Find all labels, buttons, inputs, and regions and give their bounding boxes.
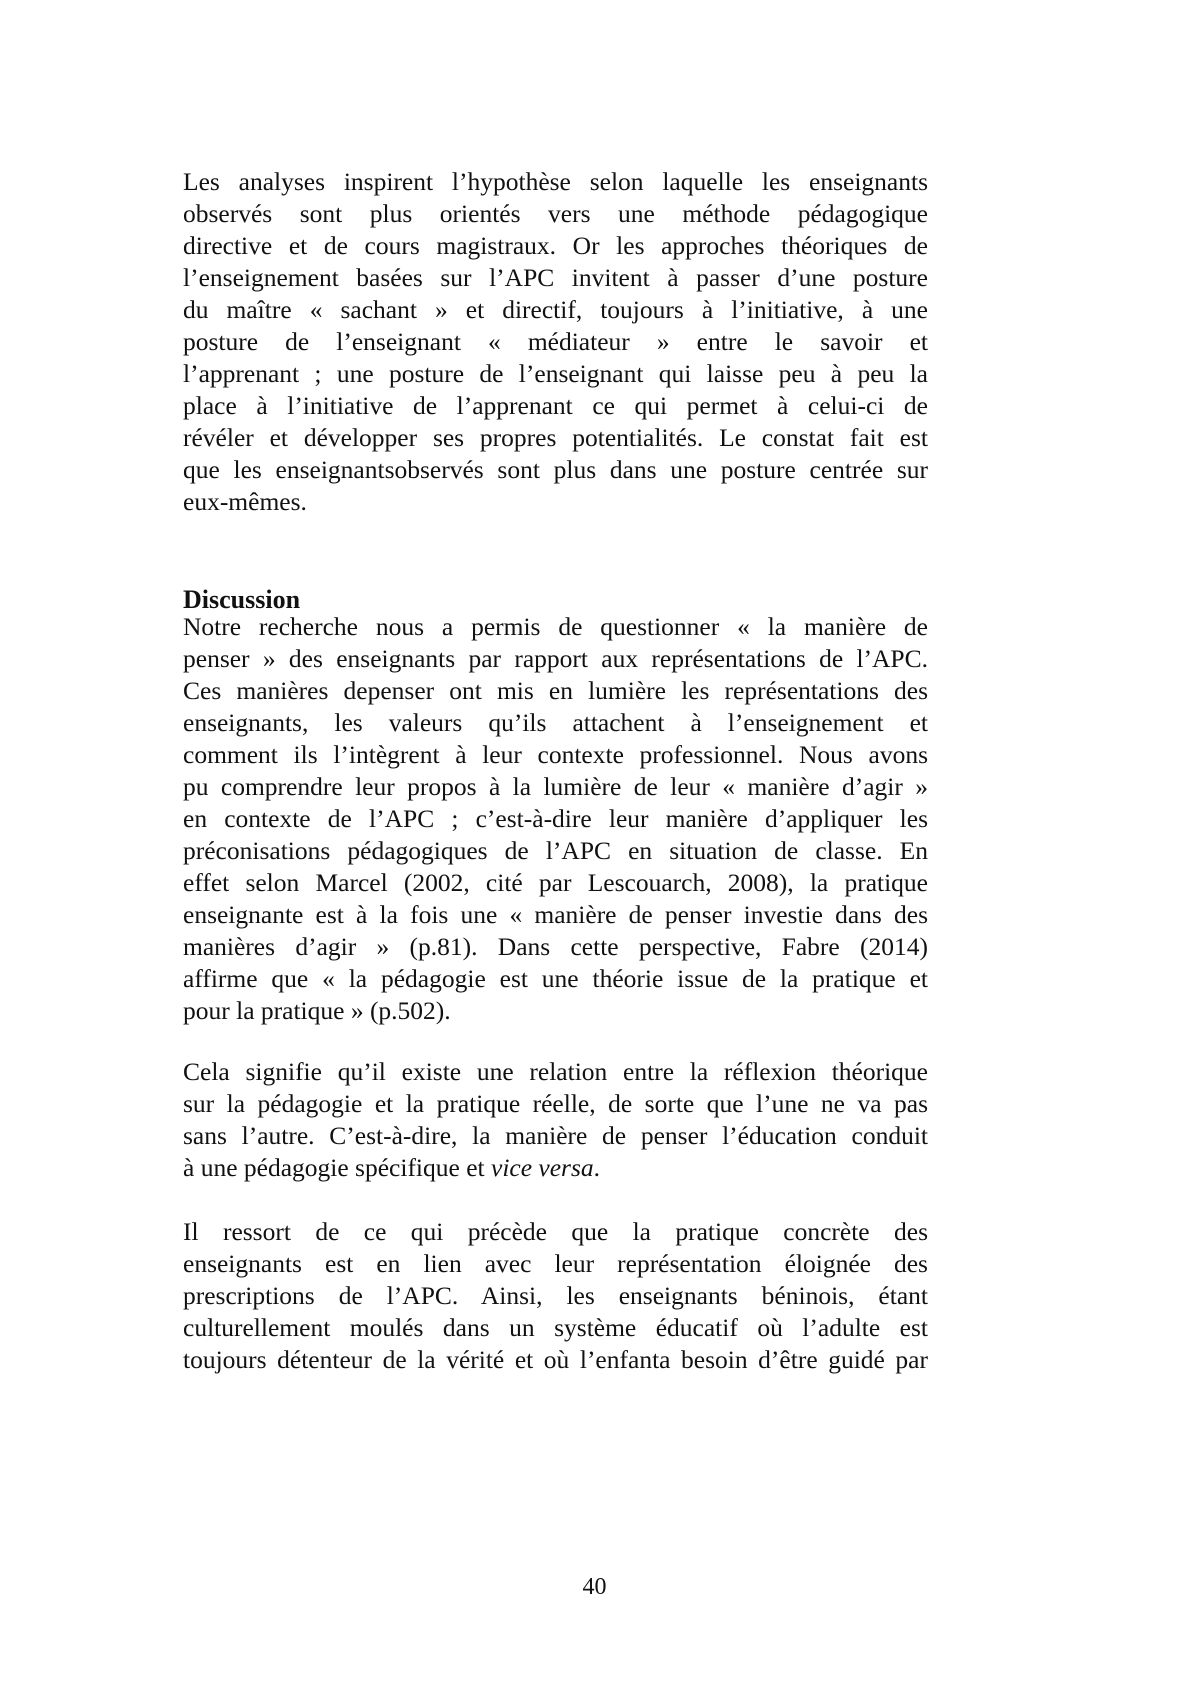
paragraph-relation	[183, 1056, 928, 1184]
text-line: directive et de cours magistraux. Or les approches théoriques de	[183, 231, 928, 260]
text-line: pu comprendre leur propos à la lumière de leur « manière d’agir »	[183, 772, 928, 801]
text-line: Les analyses inspirent l’hypothèse selon laquelle les enseignants	[183, 167, 928, 196]
text-run: à une pédagogie spécifique et	[183, 1153, 491, 1182]
text-line: effet selon Marcel (2002, cité par Lescouarch, 2008), la pratique	[183, 868, 928, 897]
text-line: que les enseignantsobservés sont plus dans une posture centrée sur	[183, 455, 928, 484]
text-line: en contexte de l’APC ; c’est-à-dire leur manière d’appliquer les	[183, 804, 928, 833]
text-line: observés sont plus orientés vers une méthode pédagogique	[183, 199, 928, 228]
page-number: 40	[582, 1574, 607, 1600]
text-line: culturellement moulés dans un système éducatif où l’adulte est	[183, 1313, 928, 1342]
text-line: révéler et développer ses propres potentialités. Le constat fait est	[183, 423, 928, 452]
paragraph-analyses	[183, 166, 928, 518]
text-line: toujours détenteur de la vérité et où l’enfanta besoin d’être guidé par	[183, 1345, 928, 1374]
section-heading-discussion: Discussion	[183, 585, 301, 614]
text-line: du maître « sachant » et directif, toujours à l’initiative, à une	[183, 295, 928, 324]
text-line: Cela signifie qu’il existe une relation entre la réflexion théorique	[183, 1057, 928, 1086]
paragraph-ressort	[183, 1216, 928, 1376]
text-line: enseignants est en lien avec leur représentation éloignée des	[183, 1249, 928, 1278]
text-line: Il ressort de ce qui précède que la pratique concrète des	[183, 1217, 928, 1246]
text-line: comment ils l’intègrent à leur contexte professionnel. Nous avons	[183, 740, 928, 769]
text-line: Notre recherche nous a permis de questionner « la manière de	[183, 612, 928, 641]
text-line: eux-mêmes.	[183, 487, 307, 516]
italic-text-vice-versa: vice versa	[491, 1153, 594, 1182]
text-line: l’enseignement basées sur l’APC invitent à passer d’une posture	[183, 263, 928, 292]
paragraph-recherche	[183, 611, 928, 1027]
text-line: posture de l’enseignant « médiateur » entre le savoir et	[183, 327, 928, 356]
text-line: prescriptions de l’APC. Ainsi, les enseignants béninois, étant	[183, 1281, 928, 1310]
text-line: préconisations pédagogiques de l’APC en situation de classe. En	[183, 836, 928, 865]
text-line	[183, 1152, 928, 1184]
text-line: sans l’autre. C’est-à-dire, la manière de penser l’éducation conduit	[183, 1121, 928, 1150]
text-line: penser » des enseignants par rapport aux représentations de l’APC.	[183, 644, 928, 673]
text-line: enseignants, les valeurs qu’ils attachent à l’enseignement et	[183, 708, 928, 737]
text-line: Ces manières depenser ont mis en lumière les représentations des	[183, 676, 928, 705]
text-line: l’apprenant ; une posture de l’enseignant qui laisse peu à peu la	[183, 359, 928, 388]
text-line: enseignante est à la fois une « manière de penser investie dans des	[183, 900, 928, 929]
text-line: pour la pratique » (p.502).	[183, 996, 451, 1025]
text-line: affirme que « la pédagogie est une théorie issue de la pratique et	[183, 964, 928, 993]
text-line: sur la pédagogie et la pratique réelle, de sorte que l’une ne va pas	[183, 1089, 928, 1118]
text-line: manières d’agir » (p.81). Dans cette perspective, Fabre (2014)	[183, 932, 928, 961]
text-run: .	[593, 1153, 601, 1182]
text-line: place à l’initiative de l’apprenant ce qui permet à celui-ci de	[183, 391, 928, 420]
